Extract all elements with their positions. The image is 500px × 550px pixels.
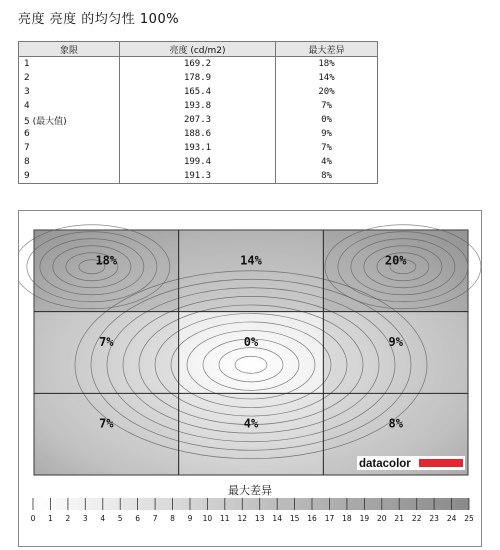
cell-max-diff: 9% <box>276 127 378 141</box>
colorbar-tick-label: 0 <box>30 514 36 523</box>
table-row <box>19 155 378 169</box>
colorbar-tick-label: 10 <box>202 514 213 523</box>
cell-label: 18% <box>95 253 118 268</box>
cell-quadrant: 8 <box>19 155 120 169</box>
cell-luminance: 193.1 <box>120 141 276 155</box>
heatmap-cell <box>34 312 179 394</box>
cell-label: 14% <box>240 253 262 268</box>
cell-quadrant: 4 <box>19 99 120 113</box>
header-quadrant: 象限 <box>19 42 120 57</box>
cell-quadrant: 3 <box>19 85 120 99</box>
colorbar-tick-label: 8 <box>170 514 175 523</box>
cell-label: 9% <box>388 335 403 349</box>
colorbar-tick-label: 16 <box>307 514 317 523</box>
table-row <box>19 71 378 85</box>
colorbar-tick-label: 4 <box>100 514 106 523</box>
colorbar-tick-label: 11 <box>220 514 230 523</box>
header-luminance: 亮度 (cd/m2) <box>120 42 276 57</box>
cell-max-diff: 0% <box>276 113 378 127</box>
colorbar-tick-label: 22 <box>411 514 422 523</box>
cell-label: 7% <box>99 335 114 349</box>
cell-quadrant: 5 (最大值) <box>19 113 120 127</box>
brand-logo <box>357 456 465 470</box>
colorbar-tick-label: 20 <box>377 514 387 523</box>
header-max-diff: 最大差异 <box>276 42 378 57</box>
cell-label: 7% <box>99 416 114 431</box>
table-header-row <box>19 42 378 57</box>
table-row <box>19 85 378 99</box>
cell-quadrant: 1 <box>19 57 120 72</box>
table-row <box>19 127 378 141</box>
cell-label: 8% <box>388 416 403 431</box>
colorbar-tick-label: 12 <box>237 514 248 523</box>
cell-luminance: 199.4 <box>120 155 276 169</box>
heatmap-cell <box>34 230 179 312</box>
colorbar-tick-label: 23 <box>429 514 439 523</box>
cell-quadrant: 2 <box>19 71 120 85</box>
cell-max-diff: 4% <box>276 155 378 169</box>
cell-label: 20% <box>384 253 407 268</box>
cell-max-diff: 18% <box>276 57 378 72</box>
colorbar-tick-label: 17 <box>324 514 335 523</box>
uniformity-heatmap <box>19 211 481 546</box>
cell-luminance: 193.8 <box>120 99 276 113</box>
colorbar-tick-label: 9 <box>187 514 193 523</box>
cell-luminance: 169.2 <box>120 57 276 72</box>
colorbar-tick-label: 19 <box>359 514 370 523</box>
heatmap-cell <box>323 230 468 312</box>
cell-max-diff: 7% <box>276 141 378 155</box>
cell-luminance: 207.3 <box>120 113 276 127</box>
cell-luminance: 191.3 <box>120 169 276 184</box>
table-row <box>19 99 378 113</box>
colorbar-tick-label: 13 <box>254 514 265 523</box>
colorbar-tick-label: 6 <box>135 514 140 523</box>
cell-luminance: 165.4 <box>120 85 276 99</box>
colorbar-tick-label: 25 <box>464 514 474 523</box>
heatmap-cell <box>323 312 468 394</box>
table-row <box>19 141 378 155</box>
table-row <box>19 169 378 184</box>
colorbar-tick-label: 3 <box>82 514 88 523</box>
colorbar-tick-label: 21 <box>394 514 404 523</box>
cell-quadrant: 7 <box>19 141 120 155</box>
heatmap-cell <box>179 312 324 394</box>
colorbar <box>33 498 469 510</box>
table-row <box>19 57 378 72</box>
colorbar-tick-label: 5 <box>117 514 123 523</box>
colorbar-tick-label: 18 <box>342 514 352 523</box>
colorbar-tick-label: 24 <box>446 514 457 523</box>
cell-max-diff: 20% <box>276 85 378 99</box>
cell-label: 4% <box>243 416 259 431</box>
cell-quadrant: 9 <box>19 169 120 184</box>
cell-quadrant: 6 <box>19 127 120 141</box>
cell-max-diff: 8% <box>276 169 378 184</box>
page-title: 亮度 亮度 的均匀性 100% <box>18 12 180 27</box>
cell-luminance: 188.6 <box>120 127 276 141</box>
colorbar-title: 最大差异 <box>228 484 272 497</box>
colorbar-tick-label: 15 <box>289 514 300 523</box>
table-row <box>19 113 378 127</box>
colorbar-tick-label: 1 <box>48 514 53 523</box>
uniformity-table <box>18 41 378 184</box>
colorbar-tick-label: 14 <box>272 514 282 523</box>
cell-max-diff: 14% <box>276 71 378 85</box>
cell-luminance: 178.9 <box>120 71 276 85</box>
brand-logo-text: datacolor <box>359 458 411 470</box>
cell-label: 0% <box>243 335 259 349</box>
colorbar-tick-label: 7 <box>152 514 158 523</box>
brand-logo-bar <box>419 459 463 467</box>
cell-max-diff: 7% <box>276 99 378 113</box>
colorbar-tick-label: 2 <box>65 514 71 523</box>
heatmap-cell <box>179 393 324 475</box>
uniformity-chart-panel <box>18 210 482 547</box>
